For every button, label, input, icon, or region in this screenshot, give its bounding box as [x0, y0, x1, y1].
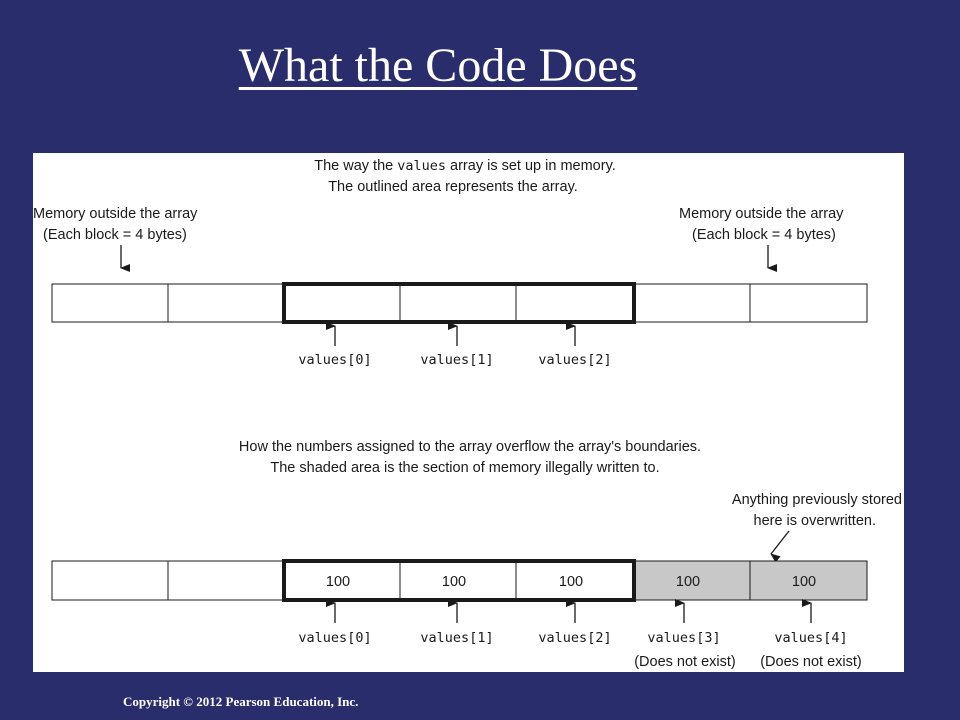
memory-block: [284, 284, 400, 322]
top-caption-line1: The way the values array is set up in memory.: [314, 158, 616, 174]
index-label: values[0]: [298, 630, 372, 646]
left-note-line1: Memory outside the array: [33, 206, 198, 222]
does-not-exist-note: (Does not exist): [760, 654, 862, 670]
overwrite-note-line2: here is overwritten.: [753, 513, 876, 529]
memory-block: [52, 284, 168, 322]
index-label: values[4]: [774, 630, 848, 646]
block-value: 100: [558, 574, 584, 590]
overwrite-note-line1: Anything previously stored: [731, 492, 902, 508]
bottom-memory-row: [52, 561, 867, 600]
overwrite-arrow: [771, 531, 789, 554]
memory-block: [516, 284, 634, 322]
left-note-line2: (Each block = 4 bytes): [43, 227, 187, 243]
block-value: 100: [791, 574, 817, 590]
block-value: 100: [675, 574, 701, 590]
does-not-exist-note: (Does not exist): [634, 654, 736, 670]
index-label: values[3]: [647, 630, 721, 646]
index-label: values[2]: [538, 352, 612, 368]
bottom-caption-line2: The shaded area is the section of memory illegally written to.: [270, 460, 660, 476]
memory-diagram: [33, 153, 904, 672]
right-note-line2: (Each block = 4 bytes): [692, 227, 836, 243]
index-label: values[2]: [538, 630, 612, 646]
index-label: values[0]: [298, 352, 372, 368]
memory-diagram-svg: [33, 153, 904, 672]
block-value: 100: [325, 574, 351, 590]
bottom-caption-line1: How the numbers assigned to the array overflow the array's boundaries.: [238, 439, 702, 455]
top-memory-row: [52, 284, 867, 322]
index-label: values[1]: [420, 352, 494, 368]
memory-block: [52, 561, 168, 600]
block-value: 100: [441, 574, 467, 590]
index-label: values[1]: [420, 630, 494, 646]
memory-block: [168, 284, 284, 322]
right-note-line1: Memory outside the array: [679, 206, 844, 222]
slide-title: What the Code Does: [238, 39, 638, 92]
memory-block: [168, 561, 284, 600]
memory-block: [400, 284, 516, 322]
top-caption-line2: The outlined area represents the array.: [328, 179, 578, 195]
memory-block: [634, 284, 750, 322]
memory-block: [750, 284, 867, 322]
copyright-notice: Copyright © 2012 Pearson Education, Inc.: [123, 694, 359, 709]
